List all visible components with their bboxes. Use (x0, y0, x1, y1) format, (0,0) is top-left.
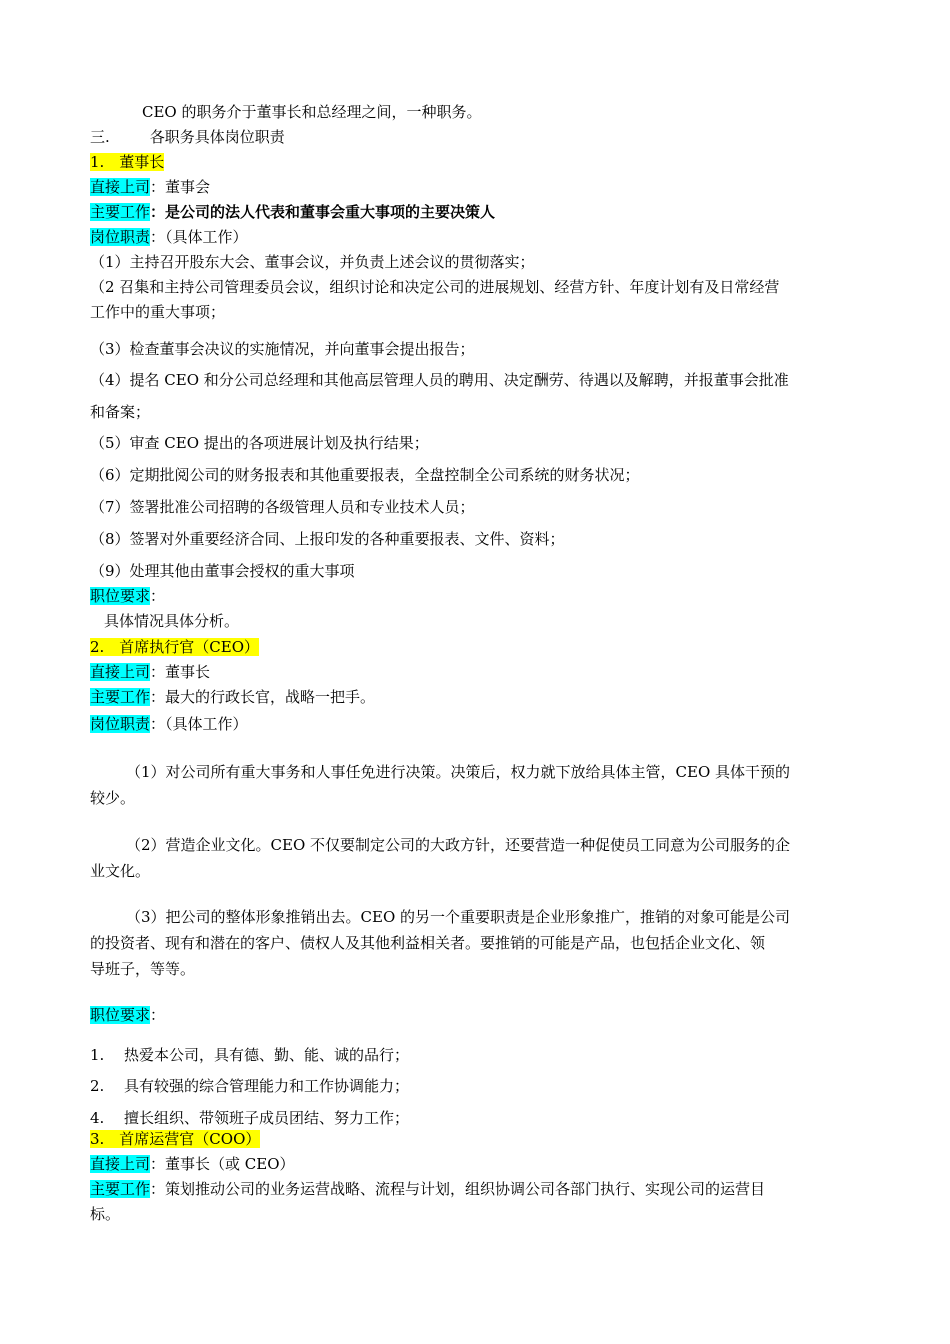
req-label: 职位要求 (90, 1006, 151, 1024)
ceo-superior: 直接上司：董事长 (90, 663, 211, 681)
work-label: 主要工作 (90, 1180, 151, 1198)
work-label: 主要工作 (90, 688, 151, 706)
chairman-duty-item: （1）主持召开股东大会、董事会议，并负责上述会议的贯彻落实； (90, 253, 535, 271)
superior-label: 直接上司 (90, 1155, 151, 1173)
coo-main-work-cont: 标。 (90, 1205, 121, 1223)
section-heading (90, 127, 285, 147)
ceo-req-item: 2. 具有较强的综合管理能力和工作协调能力； (90, 1077, 410, 1095)
coo-main-work: 主要工作：策划推动公司的业务运营战略、流程与计划，组织协调公司各部门执行、实现公司的运营目 (90, 1180, 766, 1198)
chairman-req-text: 具体情况具体分析。 (104, 612, 240, 630)
intro-line: CEO 的职务介于董事长和总经理之间，一种职务。 (142, 103, 482, 121)
chairman-heading: 1. 董事长 (90, 153, 165, 171)
chairman-duty-item: （8）签署对外重要经济合同、上报印发的各种重要报表、文件、资料； (90, 530, 565, 548)
ceo-duty-paragraph: （2）营造企业文化。CEO 不仅要制定公司的大政方针，还要营造一种促使员工同意为公司服务的企 (126, 836, 791, 854)
coo-superior: 直接上司：董事长（或 CEO） (90, 1155, 295, 1173)
work-label: 主要工作 (90, 203, 151, 221)
chairman-duty-item: （4）提名 CEO 和分公司总经理和其他高层管理人员的聘用、决定酬劳、待遇以及解聘，并报董事会批准 (90, 371, 789, 389)
ceo-duty-title: 岗位职责：（具体工作） (90, 715, 248, 733)
ceo-main-work: 主要工作：最大的行政长官，战略一把手。 (90, 688, 376, 706)
section-title: 各职务具体岗位职责 (149, 128, 285, 146)
superior-label: 直接上司 (90, 178, 151, 196)
req-label: 职位要求 (90, 587, 151, 605)
chairman-duty-item: （5）审查 CEO 提出的各项进展计划及执行结果； (90, 434, 429, 452)
chairman-duty-title: 岗位职责：（具体工作） (90, 228, 248, 246)
chairman-main-work: 主要工作：是公司的法人代表和董事会重大事项的主要决策人 (90, 203, 496, 221)
ceo-duty-paragraph-cont: 导班子，等等。 (90, 960, 196, 978)
chairman-duty-item: 和备案； (90, 403, 151, 421)
duty-label: 岗位职责 (90, 228, 151, 246)
ceo-duty-paragraph-cont: 业文化。 (90, 862, 151, 880)
ceo-duty-paragraph-cont: 较少。 (90, 789, 136, 807)
ceo-duty-paragraph: （1）对公司所有重大事务和人事任免进行决策。决策后，权力就下放给具体主管，CEO 具体干预的 (126, 763, 791, 781)
ceo-heading: 2. 首席执行官（CEO） (90, 638, 260, 656)
ceo-req-item: 1. 热爱本公司，具有德、勤、能、诚的品行； (90, 1046, 410, 1064)
ceo-req-title: 职位要求： (90, 1006, 166, 1024)
chairman-duty-item: （7）签署批准公司招聘的各级管理人员和专业技术人员； (90, 498, 475, 516)
chairman-duty-item: （9）处理其他由董事会授权的重大事项 (90, 562, 355, 580)
duty-label: 岗位职责 (90, 715, 151, 733)
coo-heading: 3. 首席运营官（COO） (90, 1130, 261, 1148)
ceo-req-item: 4. 擅长组织、带领班子成员团结、努力工作； (90, 1109, 410, 1127)
chairman-duty-item: （6）定期批阅公司的财务报表和其他重要报表，全盘控制全公司系统的财务状况； (90, 466, 640, 484)
chairman-duty-item: （3）检查董事会决议的实施情况，并向董事会提出报告； (90, 340, 475, 358)
chairman-duty-item: （2 召集和主持公司管理委员会议，组织讨论和决定公司的进展规划、经营方针、年度计划有及日常经营 (90, 278, 780, 296)
superior-label: 直接上司 (90, 663, 151, 681)
section-number: 三. (90, 128, 110, 146)
chairman-req-title: 职位要求： (90, 587, 166, 605)
ceo-duty-paragraph: （3）把公司的整体形象推销出去。CEO 的另一个重要职责是企业形象推广，推销的对象可能是公司 (126, 908, 791, 926)
chairman-duty-item: 工作中的重大事项； (90, 303, 226, 321)
chairman-superior: 直接上司：董事会 (90, 178, 211, 196)
ceo-duty-paragraph-cont: 的投资者、现有和潜在的客户、债权人及其他利益相关者。要推销的可能是产品，也包括企业文化、领 (90, 934, 766, 952)
